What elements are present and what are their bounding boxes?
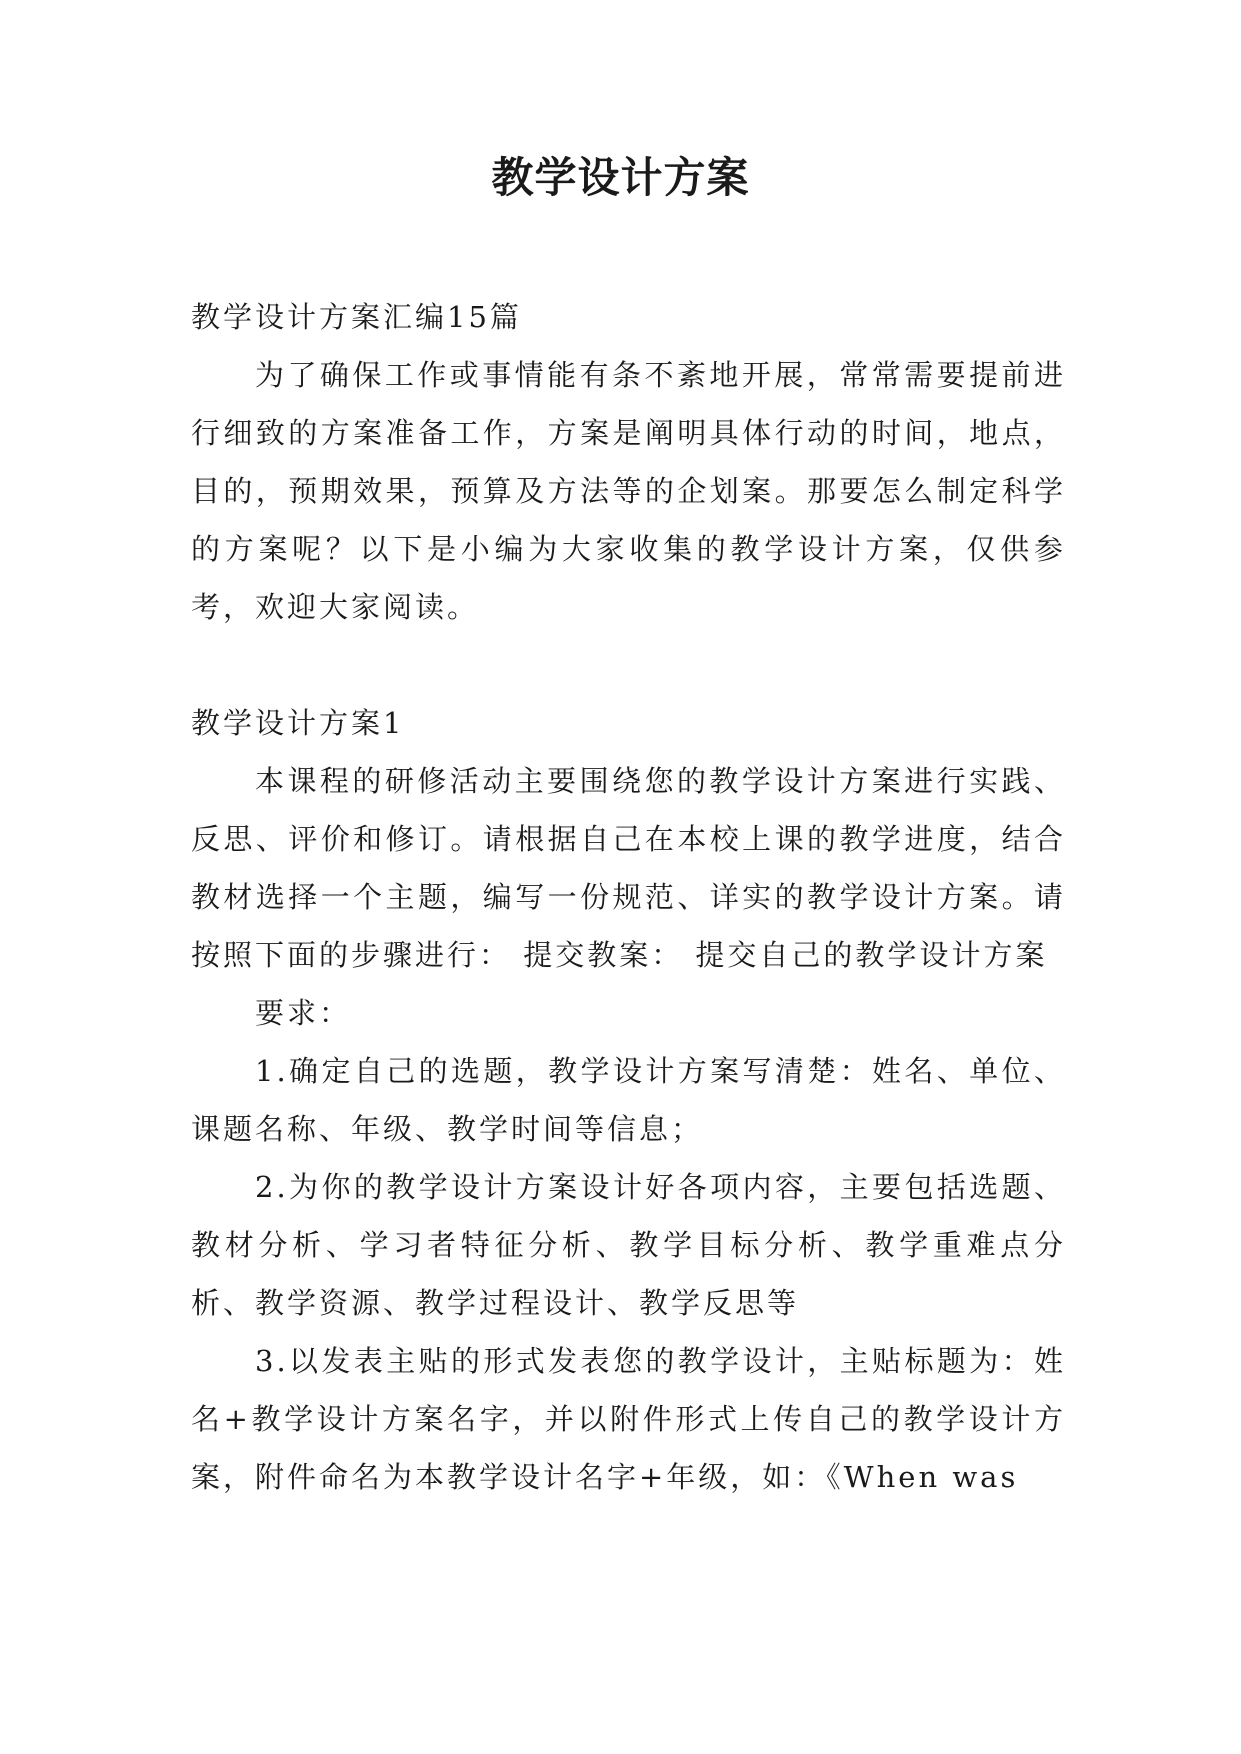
intro-paragraph: 为了确保工作或事情能有条不紊地开展，常常需要提前进行细致的方案准备工作，方案是阐明具体行动的时间，地点，目的，预期效果，预算及方法等的企划案。那要怎么制定科学的方案呢？以下是小编为大家收集的教学设计方案，仅供参考，欢迎大家阅读。 xyxy=(191,358,1066,624)
document-title: 教学设计方案 xyxy=(491,153,750,202)
document-subtitle: 教学设计方案汇编15篇 xyxy=(191,300,522,334)
section-paragraph: 本课程的研修活动主要围绕您的教学设计方案进行实践、反思、评价和修订。请根据自己在本校上课的教学进度，结合教材选择一个主题，编写一份规范、详实的教学设计方案。请按照下面的步骤进行： 提交教案： 提交自己的教学设计方案 xyxy=(191,764,1066,972)
paragraph-spacer xyxy=(191,636,1066,694)
requirement-item-2: 2.为你的教学设计方案设计好各项内容，主要包括选题、教材分析、学习者特征分析、教学目标分析、教学重难点分析、教学资源、教学过程设计、教学反思等 xyxy=(191,1170,1066,1320)
requirement-item-1: 1.确定自己的选题，教学设计方案写清楚：姓名、单位、课题名称、年级、教学时间等信息； xyxy=(191,1054,1066,1146)
section-heading: 教学设计方案1 xyxy=(191,706,405,740)
requirement-item-3: 3.以发表主贴的形式发表您的教学设计，主贴标题为：姓名+教学设计方案名字，并以附件形式上传自己的教学设计方案，附件命名为本教学设计名字+年级，如：《When was xyxy=(191,1344,1066,1494)
document-body xyxy=(191,288,1066,1506)
requirements-label: 要求： xyxy=(255,996,352,1030)
